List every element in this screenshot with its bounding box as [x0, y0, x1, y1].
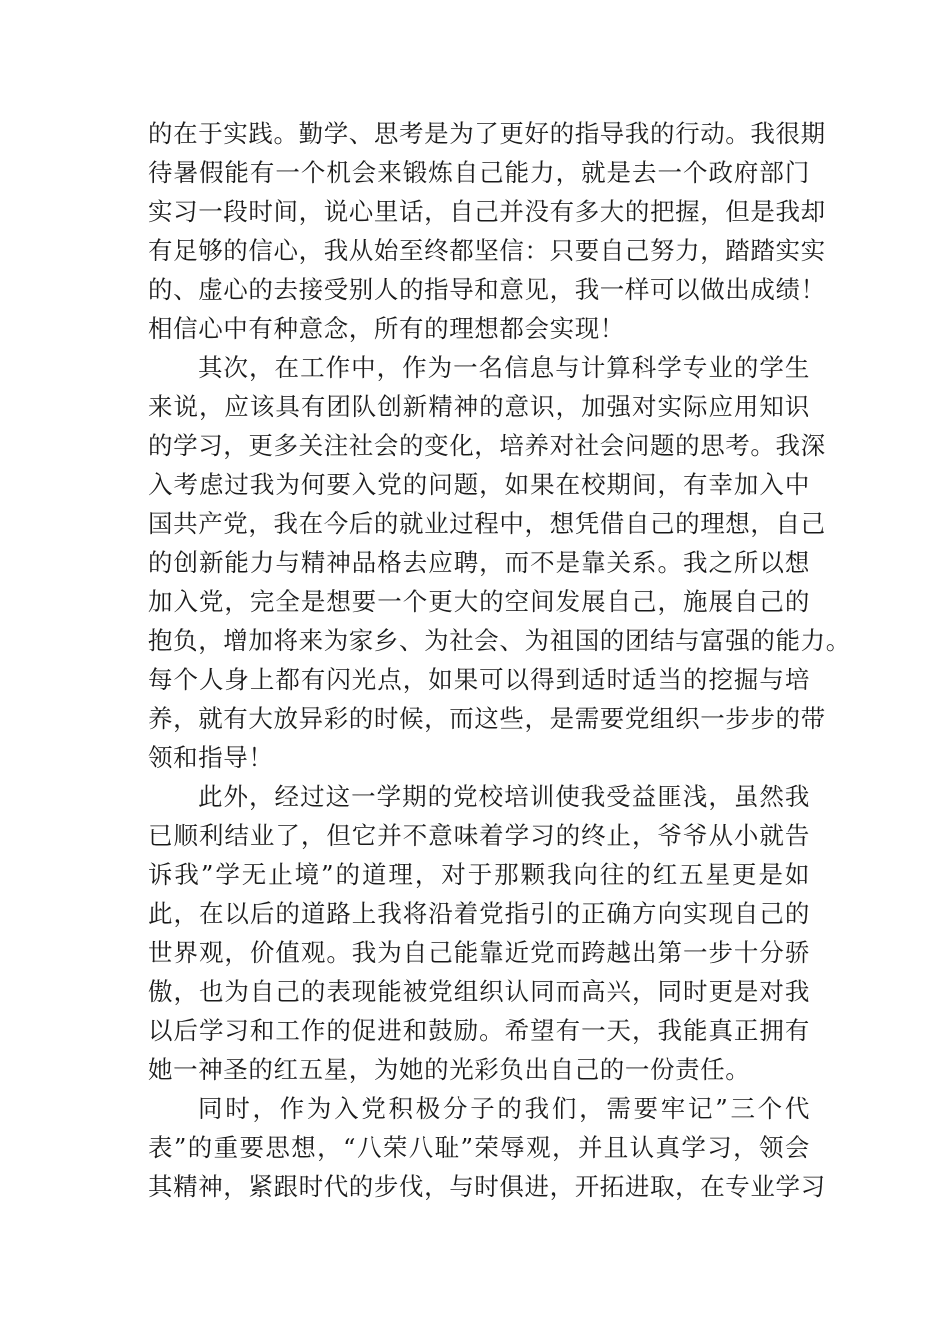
text-line: 抱负，增加将来为家乡、为社会、为祖国的团结与富强的能力。: [148, 626, 851, 655]
text-line: 世界观，价值观。我为自己能靠近党而跨越出第一步十分骄: [148, 938, 810, 967]
text-line: 此，在以后的道路上我将沿着党指引的正确方向实现自己的: [148, 899, 810, 928]
text-line: 的、虚心的去接受别人的指导和意见，我一样可以做出成绩！: [148, 275, 826, 304]
text-line: 以后学习和工作的促进和鼓励。希望有一天，我能真正拥有: [148, 1016, 810, 1045]
text-line: 傲，也为自己的表现能被党组织认同而高兴，同时更是对我: [148, 977, 810, 1006]
text-line: 领和指导！: [148, 743, 274, 772]
text-line: 养，就有大放异彩的时候，而这些，是需要党组织一步步的带: [148, 704, 826, 733]
text-line: 的学习，更多关注社会的变化，培养对社会问题的思考。我深: [148, 431, 826, 460]
paragraph-start-line: 其次，在工作中，作为一名信息与计算科学专业的学生: [198, 353, 810, 382]
text-line: 相信心中有种意念，所有的理想都会实现！: [148, 314, 625, 343]
text-line: 加入党，完全是想要一个更大的空间发展自己，施展自己的: [148, 587, 810, 616]
text-line: 已顺利结业了，但它并不意味着学习的终止，爷爷从小就告: [148, 821, 810, 850]
text-line: 诉我”学无止境”的道理，对于那颗我向往的红五星更是如: [148, 860, 810, 889]
text-line: 其精神，紧跟时代的步伐，与时俱进，开拓进取，在专业学习: [148, 1172, 826, 1201]
text-line: 的创新能力与精神品格去应聘，而不是靠关系。我之所以想: [148, 548, 810, 577]
text-line: 她一神圣的红五星，为她的光彩负出自己的一份责任。: [148, 1055, 751, 1084]
text-line: 入考虑过我为何要入党的问题，如果在校期间，有幸加入中: [148, 470, 810, 499]
text-line: 每个人身上都有闪光点，如果可以得到适时适当的挖掘与培: [148, 665, 810, 694]
text-line: 国共产党，我在今后的就业过程中，想凭借自己的理想，自己: [148, 509, 826, 538]
text-line: 的在于实践。勤学、思考是为了更好的指导我的行动。我很期: [148, 119, 826, 148]
paragraph-start-line: 此外，经过这一学期的党校培训使我受益匪浅，虽然我: [198, 782, 810, 811]
text-line: 实习一段时间，说心里话，自己并没有多大的把握，但是我却: [148, 197, 826, 226]
paragraph-start-line: 同时，作为入党积极分子的我们，需要牢记”三个代: [198, 1094, 810, 1123]
text-line: 待暑假能有一个机会来锻炼自己能力，就是去一个政府部门: [148, 158, 810, 187]
document-body: [148, 114, 851, 1206]
text-line: 来说，应该具有团队创新精神的意识，加强对实际应用知识: [148, 392, 810, 421]
text-line: 有足够的信心，我从始至终都坚信：只要自己努力，踏踏实实: [148, 236, 826, 265]
text-line: 表”的重要思想，“八荣八耻”荣辱观，并且认真学习，领会: [148, 1133, 810, 1162]
